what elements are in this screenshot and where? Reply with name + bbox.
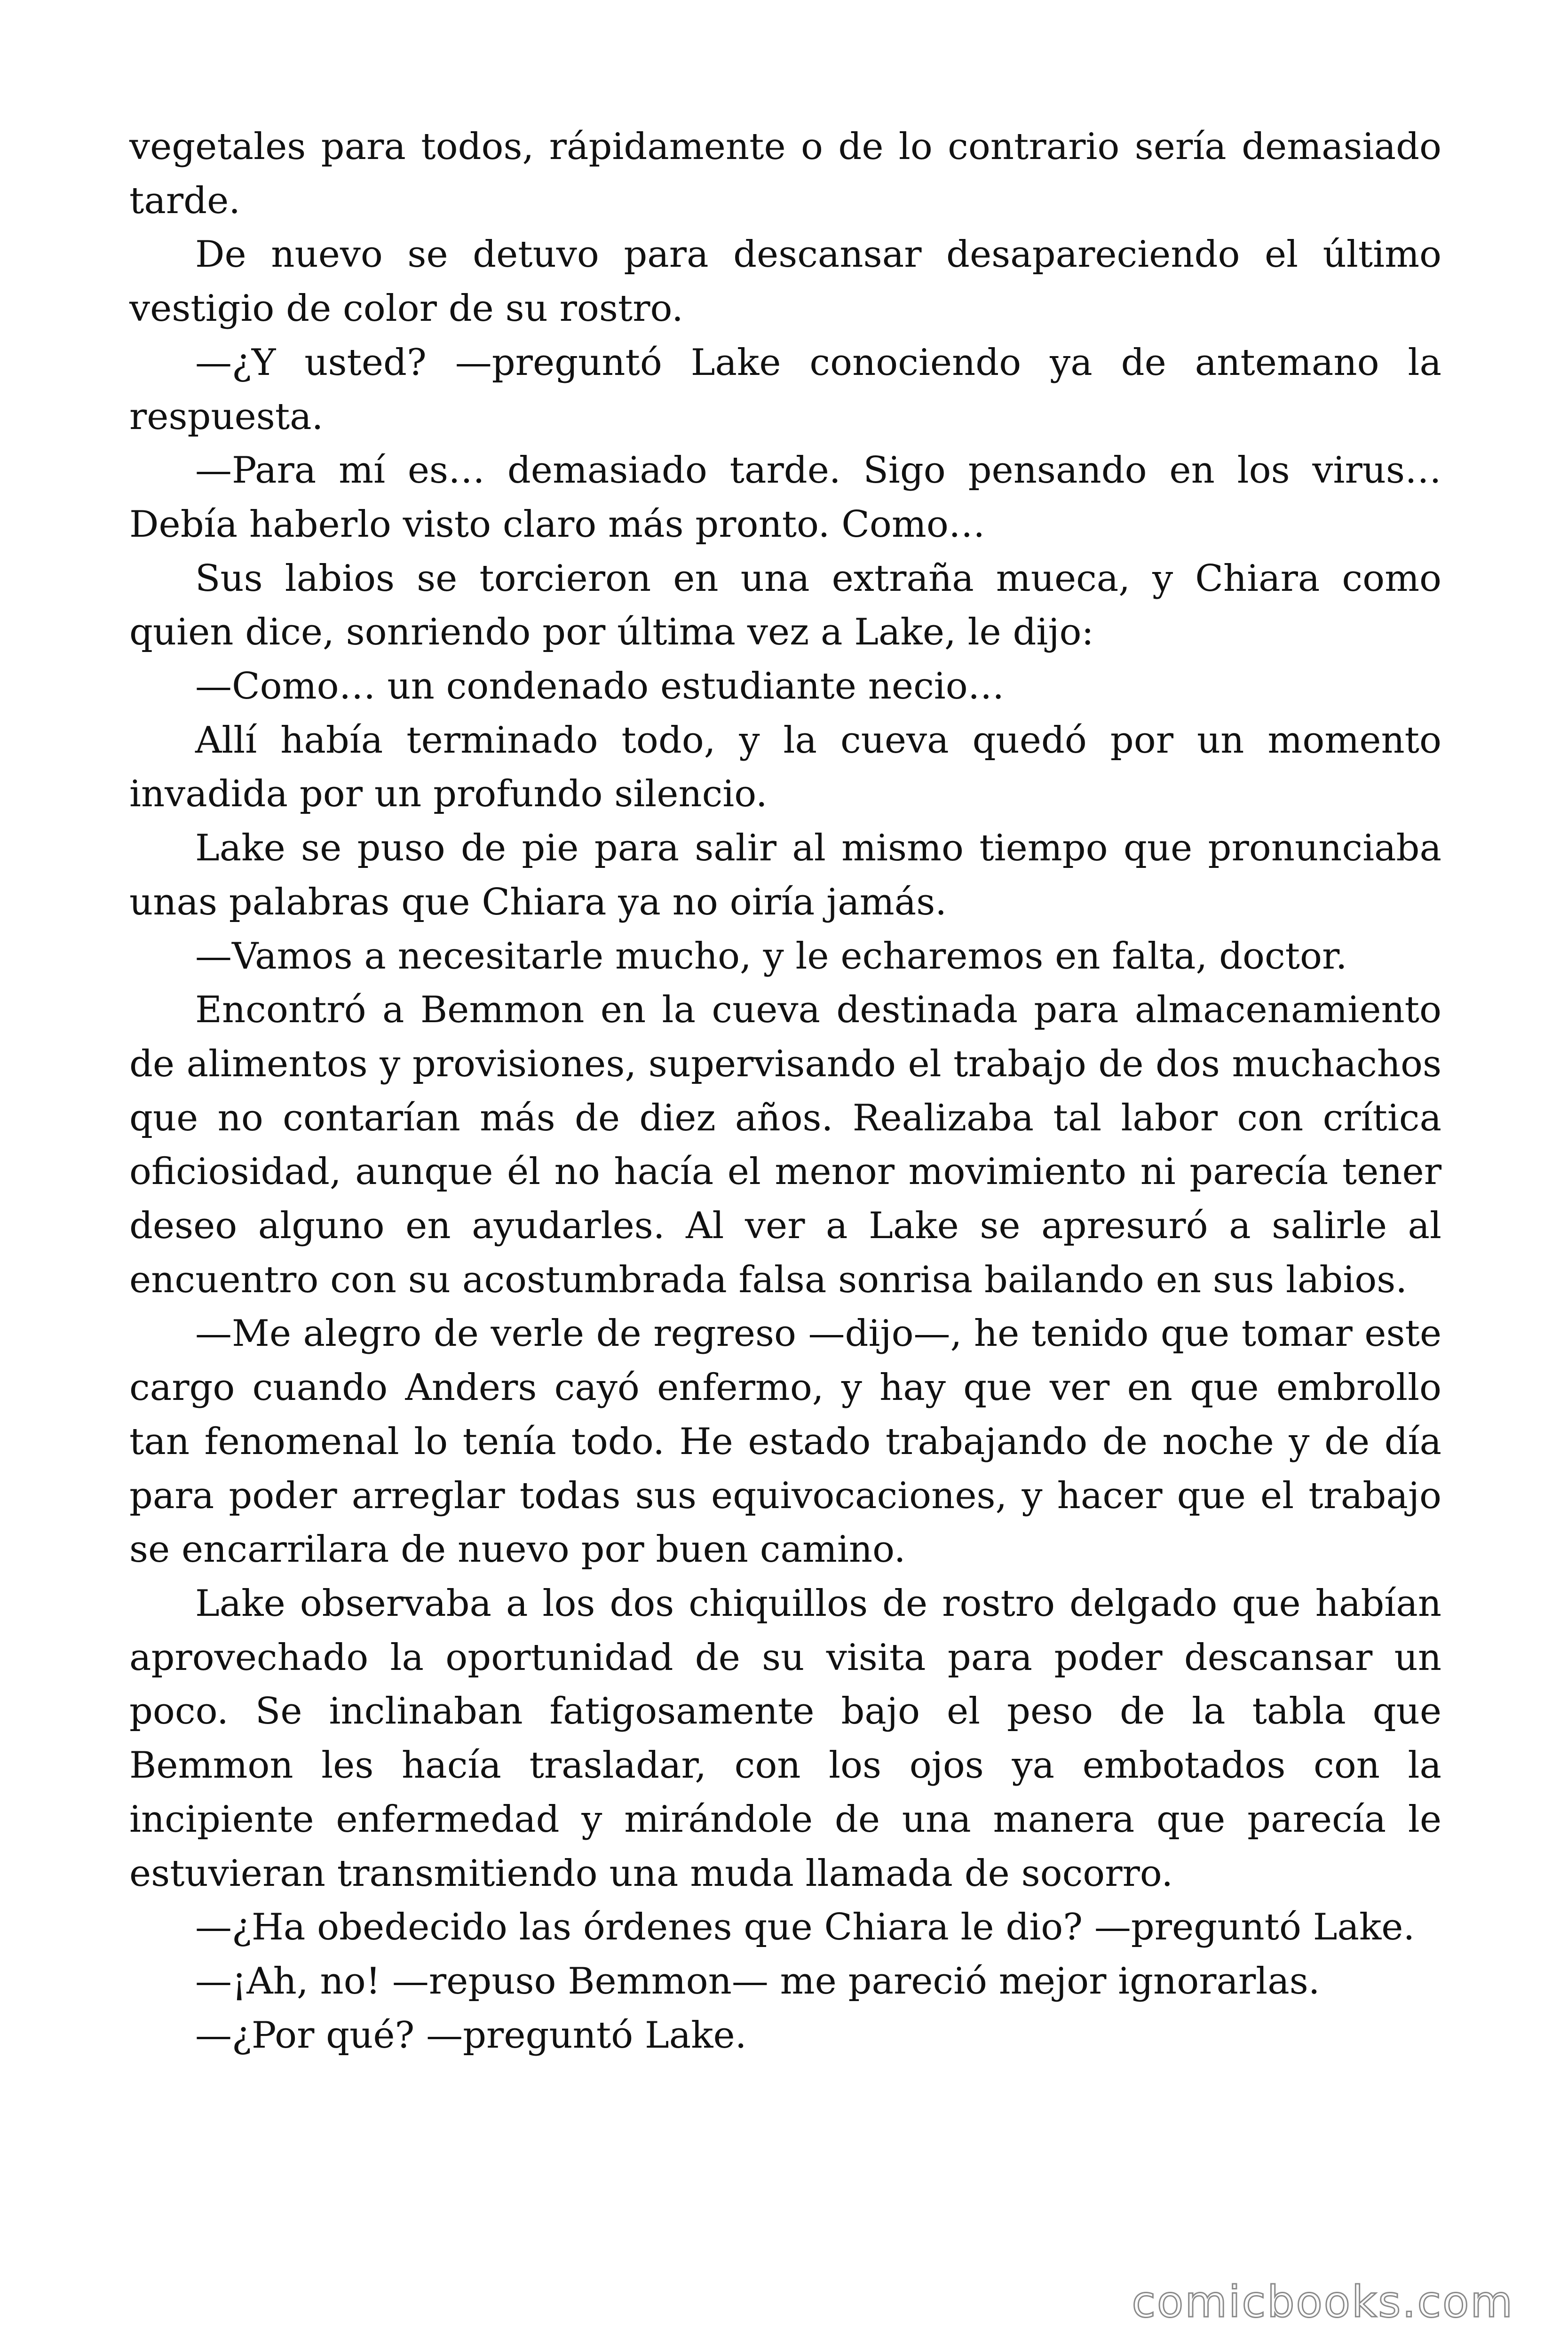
paragraph-11: —Me alegro de verle de regreso —dijo—, he tenido que tomar este cargo cuando Anders cayó enfermo, y hay que ver en que embrollo tan fenomenal lo tenía todo. He estado trabajando de noche y de día para poder arreglar todas sus equivocaciones, y hacer que el trabajo se encarrilara de nuevo por buen camino. <box>129 1312 1441 1571</box>
paragraph-12: Lake observaba a los dos chiquillos de rostro delgado que habían aprovechado la oportunidad de su visita para poder descansar un poco. Se inclinaban fatigosamente bajo el peso de la tabla que Bemmon les hacía trasladar, con los ojos ya embotados con la incipiente enfermedad y mirándole de una manera que parecía le estuvieran transmitiendo una muda llamada de socorro. <box>129 1582 1441 1895</box>
paragraph-2: De nuevo se detuvo para descansar desapareciendo el último vestigio de color de su rostro. <box>129 233 1441 330</box>
paragraph-1: vegetales para todos, rápidamente o de lo contrario sería demasiado tarde. <box>129 126 1441 222</box>
paragraph-15: —¿Por qué? —preguntó Lake. <box>195 2014 747 2057</box>
paragraph-6: —Como… un condenado estudiante necio… <box>195 665 1005 708</box>
paragraph-14: —¡Ah, no! —repuso Bemmon— me pareció mejor ignorarlas. <box>195 1960 1320 2002</box>
paragraph-8: Lake se puso de pie para salir al mismo tiempo que pronunciaba unas palabras que Chiara ya no oiría jamás. <box>129 827 1441 923</box>
paragraph-5: Sus labios se torcieron en una extraña mueca, y Chiara como quien dice, sonriendo por última vez a Lake, le dijo: <box>129 557 1441 654</box>
paragraph-9: —Vamos a necesitarle mucho, y le echaremos en falta, doctor. <box>195 935 1347 977</box>
body-text <box>129 120 1441 2062</box>
paragraph-4: —Para mí es… demasiado tarde. Sigo pensando en los virus… Debía haberlo visto claro más pronto. Como… <box>129 449 1441 546</box>
paragraph-10: Encontró a Bemmon en la cueva destinada para almacenamiento de alimentos y provisiones, supervisando el trabajo de dos muchachos que no contarían más de diez años. Realizaba tal labor con crítica oficiosidad, aunque él no hacía el menor movimiento ni parecía tener deseo alguno en ayudarles. Al ver a Lake se apresuró a salirle al encuentro con su acostumbrada falsa sonrisa bailando en sus labios. <box>129 989 1441 1301</box>
paragraph-3: —¿Y usted? —preguntó Lake conociendo ya de antemano la respuesta. <box>129 341 1441 438</box>
paragraph-7: Allí había terminado todo, y la cueva quedó por un momento invadida por un profundo silencio. <box>129 719 1441 816</box>
paragraph-13: —¿Ha obedecido las órdenes que Chiara le dio? —preguntó Lake. <box>195 1906 1415 1949</box>
watermark-text: comicbooks.com <box>1132 2277 1514 2327</box>
